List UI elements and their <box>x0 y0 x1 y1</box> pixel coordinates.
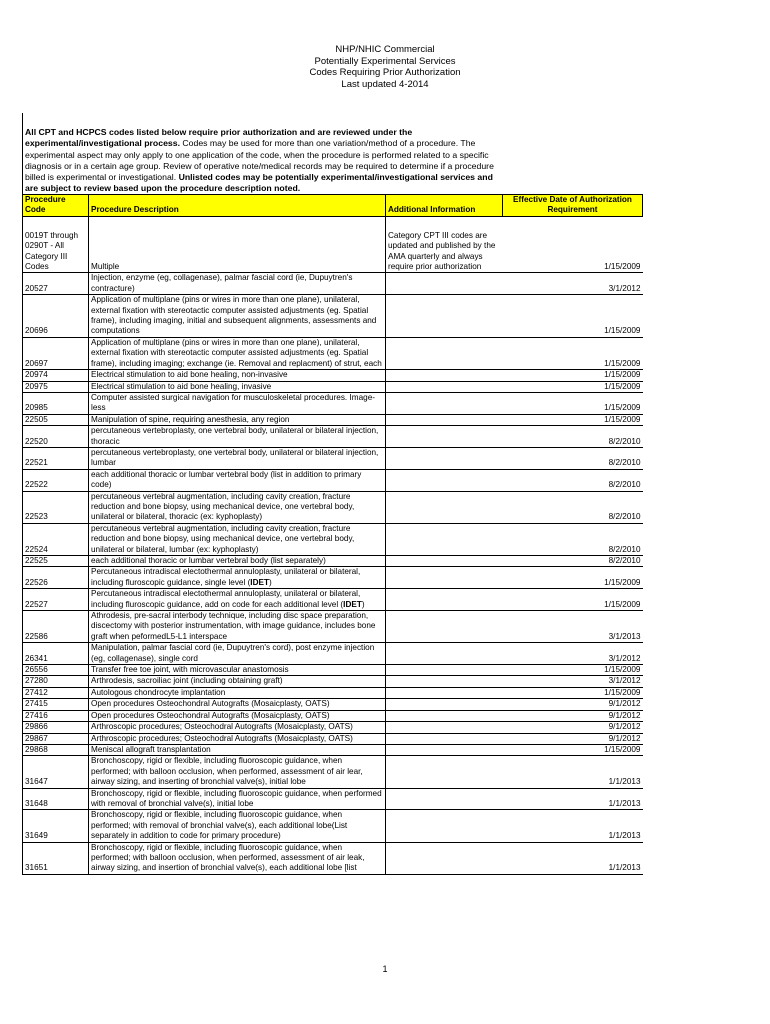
column-header-info: Additional Information <box>386 195 503 217</box>
row-description: Open procedures Osteochondral Autografts (Mosaicplasty, OATS) <box>89 710 386 721</box>
column-header-date: Effective Date of Authorization Requirement <box>503 195 643 217</box>
table-row <box>23 295 643 338</box>
row-code: 26556 <box>23 665 89 676</box>
row-description: Bronchoscopy, rigid or flexible, including fluoroscopic guidance, when performed; with removal of bronchial valve(s), each additional lobe(List separately in addition to code for primary procedure) <box>89 810 386 842</box>
row-info: Category CPT III codes are updated and published by the AMA quarterly and always require prior authorization <box>386 216 503 273</box>
table-row <box>23 556 643 567</box>
row-description: Electrical stimulation to aid bone healing, invasive <box>89 381 386 392</box>
row-code: 22505 <box>23 414 89 425</box>
row-code: 31648 <box>23 788 89 810</box>
row-info <box>386 687 503 698</box>
row-date: 1/1/2013 <box>503 810 643 842</box>
codes-table <box>22 194 643 875</box>
table-row <box>23 491 643 523</box>
table-row <box>23 273 643 295</box>
row-date: 1/15/2009 <box>503 392 643 414</box>
table-row <box>23 665 643 676</box>
row-date: 3/1/2012 <box>503 273 643 295</box>
row-info <box>386 426 503 448</box>
table-row <box>23 370 643 381</box>
row-date: 8/2/2010 <box>503 469 643 491</box>
row-code: 22521 <box>23 447 89 469</box>
header-line-3: Codes Requiring Prior Authorization <box>309 67 461 78</box>
row-info <box>386 756 503 788</box>
row-date: 1/15/2009 <box>503 589 643 611</box>
row-code: 31651 <box>23 842 89 874</box>
row-date: 3/1/2012 <box>503 676 643 687</box>
table-row <box>23 810 643 842</box>
table-row <box>23 611 643 643</box>
row-description: each additional thoracic or lumbar vertebral body (list separately) <box>89 556 386 567</box>
row-description: Bronchoscopy, rigid or flexible, including fluoroscopic guidance, when performed; with balloon occlusion, when performed, assessment of air leak, airway sizing, and insertion of bronchial valve(s), each additional lobe [list <box>89 842 386 874</box>
table-row <box>23 710 643 721</box>
row-code: 29868 <box>23 744 89 755</box>
table-row <box>23 381 643 392</box>
row-info <box>386 810 503 842</box>
row-code: 27412 <box>23 687 89 698</box>
table-row <box>23 643 643 665</box>
row-date: 8/2/2010 <box>503 523 643 555</box>
row-description: percutaneous vertebral augmentation, including cavity creation, fracture reduction and bone biopsy, using mechanical device, one vertebral body, unilateral or bilateral, thoracic (ex: kyphoplasty) <box>89 491 386 523</box>
table-row <box>23 392 643 414</box>
header-line-2: Potentially Experimental Services <box>314 55 456 67</box>
row-description: percutaneous vertebral augmentation, including cavity creation, fracture reduction and bone biopsy, using mechanical device, one vertebral body, unilateral or bilateral, lumbar (ex: kyphoplasty) <box>89 523 386 555</box>
intro-text: Codes may be used for more than one variation/method of a procedure. The experimental aspect may only apply to one application of the code, when the procedure is performed related to a specific diagnosis or in a certain age group. Review of operative note/medical records may be required to determine if a procedure billed is experimental or investigational. <box>25 138 494 183</box>
row-info <box>386 523 503 555</box>
row-code: 27280 <box>23 676 89 687</box>
table-row <box>23 744 643 755</box>
row-description: Autologous chondrocyte implantation <box>89 687 386 698</box>
row-code: 27416 <box>23 710 89 721</box>
row-date: 1/15/2009 <box>503 665 643 676</box>
row-date: 1/1/2013 <box>503 756 643 788</box>
row-description: percutaneous vertebroplasty, one vertebral body, unilateral or bilateral injection, thoracic <box>89 426 386 448</box>
document-header <box>0 44 770 90</box>
row-code: 22523 <box>23 491 89 523</box>
row-info <box>386 392 503 414</box>
row-description: Application of multiplane (pins or wires in more than one plane), unilateral, external fixation with stereotactic computer assisted adjustments (eg. Spatial frame), including imaging; exchange (ie. Removal and replacment) of strut, each <box>89 337 386 369</box>
row-date: 8/2/2010 <box>503 491 643 523</box>
row-description: Arthroscopic procedures; Osteochodral Autografts (Mosaicplasty, OATS) <box>89 722 386 733</box>
margin-rule <box>22 113 23 195</box>
row-code: 22520 <box>23 426 89 448</box>
row-date: 1/1/2013 <box>503 842 643 874</box>
table-row <box>23 567 643 589</box>
row-info <box>386 733 503 744</box>
intro-bold-2: Unlisted codes may be potentially experimental/investigational services and are subject to review based upon the procedure description noted. <box>25 172 493 194</box>
table-row <box>23 447 643 469</box>
row-date: 1/15/2009 <box>503 567 643 589</box>
row-date: 1/15/2009 <box>503 381 643 392</box>
row-info <box>386 611 503 643</box>
row-info <box>386 676 503 687</box>
table-row <box>23 733 643 744</box>
row-description: Multiple <box>89 216 386 273</box>
row-description: Meniscal allograft transplantation <box>89 744 386 755</box>
row-code: 22527 <box>23 589 89 611</box>
table-row <box>23 414 643 425</box>
row-description: each additional thoracic or lumbar vertebral body (list in addition to primary code) <box>89 469 386 491</box>
row-code: 22525 <box>23 556 89 567</box>
table-row <box>23 756 643 788</box>
row-code: 20527 <box>23 273 89 295</box>
row-code: 22526 <box>23 567 89 589</box>
row-code: 20696 <box>23 295 89 338</box>
row-description: Application of multiplane (pins or wires in more than one plane), unilateral, external fixation with stereotactic computer assisted adjustments (eg. Spatial frame), including imaging, initial and subsequent alignments, assessments and computations <box>89 295 386 338</box>
table-row <box>23 589 643 611</box>
row-info <box>386 842 503 874</box>
row-info <box>386 381 503 392</box>
row-description: Manipulation of spine, requiring anesthesia, any region <box>89 414 386 425</box>
row-date: 1/15/2009 <box>503 744 643 755</box>
row-date: 9/1/2012 <box>503 710 643 721</box>
row-code: 20697 <box>23 337 89 369</box>
table-body <box>23 216 643 874</box>
intro-bold-1: All CPT and HCPCS codes listed below require prior authorization and are reviewed under the experimental/investigational process. <box>25 127 413 149</box>
row-code: 0019T through 0290T - All Category III Codes <box>23 216 89 273</box>
row-date: 1/15/2009 <box>503 414 643 425</box>
row-info <box>386 744 503 755</box>
row-description: Bronchoscopy, rigid or flexible, including fluoroscopic guidance, when performed; with balloon occlusion, when performed, assessment of air lear, airway sizing, and inserting of bronchial valve(s), initial lobe <box>89 756 386 788</box>
row-info <box>386 589 503 611</box>
row-info <box>386 722 503 733</box>
intro-paragraph <box>25 127 505 195</box>
row-description: Percutaneous intradiscal electothermal annuloplasty, unilateral or bilateral, including fluroscopic guidance, add on code for each additional level (IDET) <box>89 589 386 611</box>
row-info <box>386 337 503 369</box>
page-number: 1 <box>382 964 388 974</box>
column-header-code: Procedure Code <box>23 195 89 217</box>
table-row <box>23 788 643 810</box>
row-info <box>386 414 503 425</box>
row-date: 9/1/2012 <box>503 733 643 744</box>
row-code: 20975 <box>23 381 89 392</box>
table-row <box>23 469 643 491</box>
row-date: 3/1/2012 <box>503 643 643 665</box>
row-description: Open procedures Osteochondral Autografts (Mosaicplasty, OATS) <box>89 699 386 710</box>
row-code: 20985 <box>23 392 89 414</box>
row-info <box>386 643 503 665</box>
row-code: 27415 <box>23 699 89 710</box>
table-row <box>23 426 643 448</box>
row-code: 20974 <box>23 370 89 381</box>
row-info <box>386 370 503 381</box>
row-info <box>386 491 503 523</box>
row-info <box>386 447 503 469</box>
row-code: 31649 <box>23 810 89 842</box>
row-code: 26341 <box>23 643 89 665</box>
row-code: 22524 <box>23 523 89 555</box>
row-code: 31647 <box>23 756 89 788</box>
row-description: percutaneous vertebroplasty, one vertebral body, unilateral or bilateral injection, lumbar <box>89 447 386 469</box>
row-description: Percutaneous intradiscal electothermal annuloplasty, unilateral or bilateral, including fluroscopic guidance, single level (IDET) <box>89 567 386 589</box>
row-date: 8/2/2010 <box>503 426 643 448</box>
row-description: Transfer free toe joint, with microvascular anastomosis <box>89 665 386 676</box>
table-row <box>23 337 643 369</box>
row-description: Manipulation, palmar fascial cord (ie, Dupuytren's cord), post enzyme injection (eg, collagenase), single cord <box>89 643 386 665</box>
row-code: 29867 <box>23 733 89 744</box>
table-row <box>23 842 643 874</box>
table-row <box>23 722 643 733</box>
row-description: Athrodesis, pre-sacral interbody technique, including disc space preparation, discectomy with posterior instrumentation, with image guidance, includes bone graft when peformedL5-L1 interspace <box>89 611 386 643</box>
row-info <box>386 469 503 491</box>
row-date: 1/15/2009 <box>503 370 643 381</box>
row-info <box>386 665 503 676</box>
row-info <box>386 295 503 338</box>
column-header-description: Procedure Description <box>89 195 386 217</box>
row-description: Electrical stimulation to aid bone healing, non-invasive <box>89 370 386 381</box>
row-info <box>386 556 503 567</box>
table-row <box>23 216 643 273</box>
row-description: Arthroscopic procedures; Osteochodral Autografts (Mosaicplasty, OATS) <box>89 733 386 744</box>
row-code: 22586 <box>23 611 89 643</box>
header-line-1: NHP/NHIC Commercial <box>335 44 435 55</box>
row-date: 1/1/2013 <box>503 788 643 810</box>
table-row <box>23 523 643 555</box>
row-info <box>386 788 503 810</box>
row-date: 1/15/2009 <box>503 337 643 369</box>
header-line-4: Last updated 4-2014 <box>341 78 429 90</box>
row-date: 1/15/2009 <box>503 216 643 273</box>
row-date: 8/2/2010 <box>503 556 643 567</box>
row-date: 9/1/2012 <box>503 722 643 733</box>
table-header-row <box>23 195 643 217</box>
row-date: 8/2/2010 <box>503 447 643 469</box>
row-date: 3/1/2013 <box>503 611 643 643</box>
table-row <box>23 676 643 687</box>
row-date: 9/1/2012 <box>503 699 643 710</box>
row-description: Bronchoscopy, rigid or flexible, including fluoroscopic guidance, when performed with removal of bronchial valve(s), initial lobe <box>89 788 386 810</box>
row-info <box>386 273 503 295</box>
row-code: 29866 <box>23 722 89 733</box>
table-row <box>23 699 643 710</box>
table-row <box>23 687 643 698</box>
row-date: 1/15/2009 <box>503 295 643 338</box>
row-description: Computer assisted surgical navigation for musculoskeletal procedures. Image-less <box>89 392 386 414</box>
row-info <box>386 567 503 589</box>
row-info <box>386 710 503 721</box>
row-date: 1/15/2009 <box>503 687 643 698</box>
row-description: Arthrodesis, sacroiliac joint (including obtaining graft) <box>89 676 386 687</box>
row-description: Injection, enzyme (eg, collagenase), palmar fascial cord (ie, Dupuytren's contracture) <box>89 273 386 295</box>
row-code: 22522 <box>23 469 89 491</box>
row-info <box>386 699 503 710</box>
